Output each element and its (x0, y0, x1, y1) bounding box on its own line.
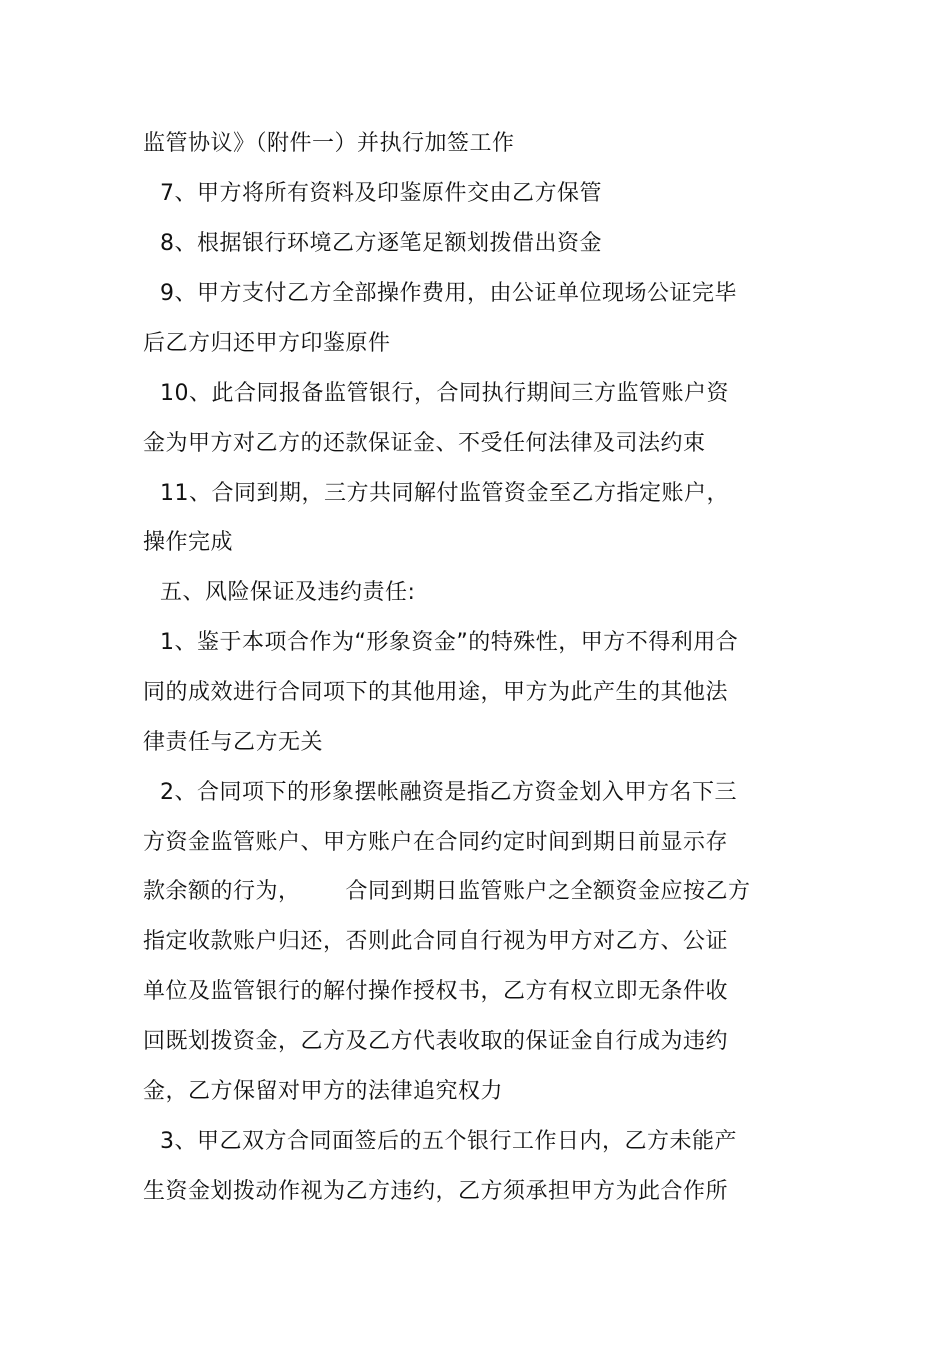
text-line: 金，乙方保留对甲方的法律追究权力 (143, 1079, 504, 1104)
text-line: 操作完成 (143, 530, 234, 555)
text-line: 回既划拨资金，乙方及乙方代表收取的保证金自行成为违约 (143, 1029, 729, 1054)
text-line: 1、鉴于本项合作为“形象资金”的特殊性，甲方不得利用合 (160, 630, 739, 655)
text-line: 金为甲方对乙方的还款保证金、不受任何法律及司法约束 (143, 431, 706, 456)
text-line: 律责任与乙方无关 (143, 730, 324, 755)
text-line: 生资金划拨动作视为乙方违约，乙方须承担甲方为此合作所 (143, 1179, 729, 1204)
text-line: 同的成效进行合同项下的其他用途，甲方为此产生的其他法 (143, 680, 729, 705)
text-line: 9、甲方支付乙方全部操作费用，由公证单位现场公证完毕 (160, 281, 737, 306)
text-line: 8、根据银行环境乙方逐笔足额划拨借出资金 (160, 231, 602, 256)
text-line: 7、甲方将所有资料及印鉴原件交由乙方保管 (160, 181, 602, 206)
text-line: 监管协议》（附件一）并执行加签工作 (143, 131, 515, 156)
text-line: 款余额的行为， 合同到期日监管账户之全额资金应按乙方 (143, 879, 751, 904)
text-line: 指定收款账户归还，否则此合同自行视为甲方对乙方、公证 (143, 929, 729, 954)
text-line: 后乙方归还甲方印鉴原件 (143, 331, 391, 356)
section-heading: 五、风险保证及违约责任: (160, 580, 416, 605)
text-line: 11、合同到期，三方共同解付监管资金至乙方指定账户， (160, 481, 729, 506)
text-line: 10、此合同报备监管银行，合同执行期间三方监管账户资 (160, 381, 729, 406)
text-line: 方资金监管账户、甲方账户在合同约定时间到期日前显示存 (143, 830, 729, 855)
text-line: 2、合同项下的形象摆帐融资是指乙方资金划入甲方名下三 (160, 780, 737, 805)
text-line: 单位及监管银行的解付操作授权书，乙方有权立即无条件收 (143, 979, 729, 1004)
text-line: 3、甲乙双方合同面签后的五个银行工作日内，乙方未能产 (160, 1129, 737, 1154)
